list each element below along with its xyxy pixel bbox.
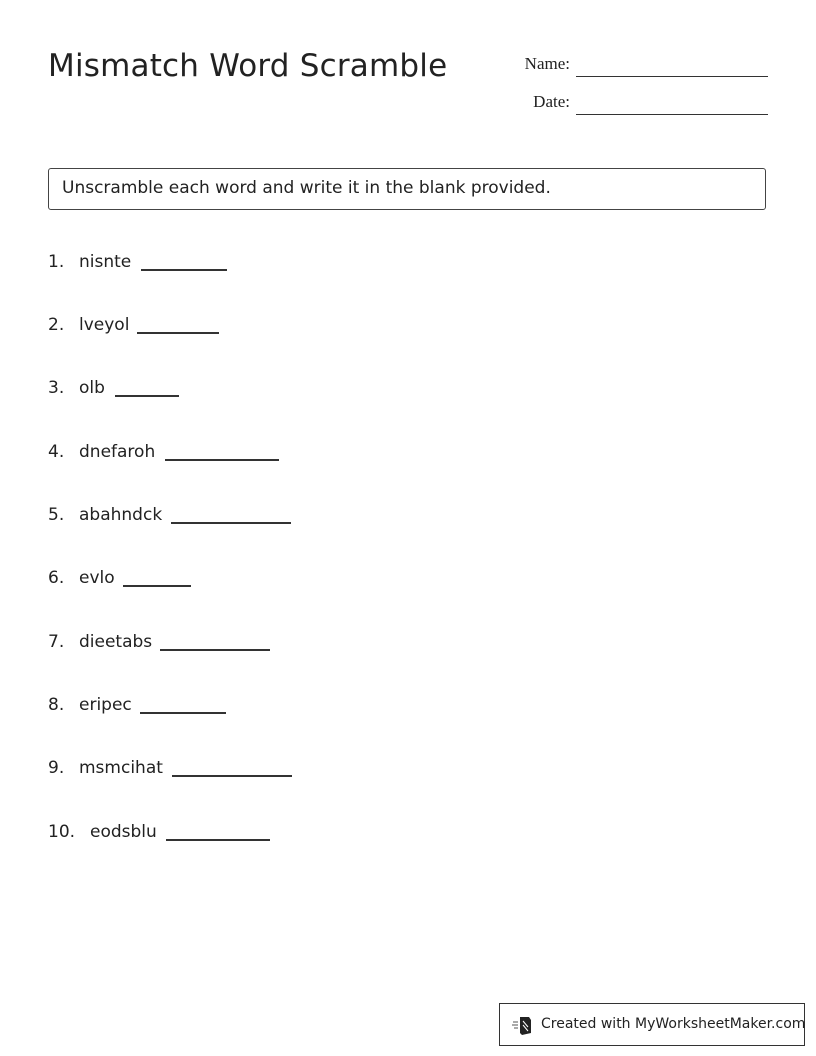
date-field[interactable] <box>576 114 768 115</box>
scrambled-word: abahndck <box>79 505 163 525</box>
scrambled-word: dieetabs <box>79 632 153 652</box>
list-item <box>48 505 291 529</box>
scrambled-word: olb <box>79 378 105 398</box>
scrambled-word: eripec <box>79 695 132 715</box>
item-number: 1. <box>48 252 65 272</box>
answer-blank[interactable] <box>160 647 270 651</box>
footer-credit[interactable] <box>499 1003 805 1046</box>
list-item <box>48 695 226 719</box>
item-number: 9. <box>48 758 65 778</box>
item-number: 2. <box>48 315 65 335</box>
instructions-text: Unscramble each word and write it in the blank provided. <box>62 178 551 198</box>
item-number: 8. <box>48 695 65 715</box>
answer-blank[interactable] <box>141 267 227 271</box>
list-item <box>48 442 279 466</box>
scrambled-word: evlo <box>79 568 115 588</box>
date-label: Date: <box>533 92 570 111</box>
item-number: 5. <box>48 505 65 525</box>
instructions-box <box>48 168 766 210</box>
scrambled-word: msmcihat <box>79 758 163 778</box>
answer-blank[interactable] <box>166 837 270 841</box>
scrambled-word: nisnte <box>79 252 132 272</box>
name-label: Name: <box>524 54 570 73</box>
list-item <box>48 378 179 402</box>
list-item <box>48 822 270 846</box>
list-item <box>48 632 270 656</box>
footer-text: Created with MyWorksheetMaker.com <box>541 1016 806 1032</box>
answer-blank[interactable] <box>165 457 279 461</box>
list-item <box>48 252 227 276</box>
item-number: 10. <box>48 822 76 842</box>
list-item <box>48 568 191 592</box>
answer-blank[interactable] <box>137 330 219 334</box>
answer-blank[interactable] <box>172 773 292 777</box>
answer-blank[interactable] <box>123 583 191 587</box>
worksheet-maker-logo-icon <box>512 1014 534 1036</box>
scrambled-word: eodsblu <box>90 822 157 842</box>
page-title: Mismatch Word Scramble <box>48 48 448 84</box>
answer-blank[interactable] <box>115 393 179 397</box>
list-item <box>48 315 219 339</box>
scrambled-word: dnefaroh <box>79 442 156 462</box>
date-label-container <box>480 92 570 112</box>
name-field[interactable] <box>576 76 768 77</box>
item-number: 7. <box>48 632 65 652</box>
name-label-container <box>480 54 570 74</box>
item-number: 6. <box>48 568 65 588</box>
list-item <box>48 758 292 782</box>
item-number: 3. <box>48 378 65 398</box>
answer-blank[interactable] <box>140 710 226 714</box>
item-number: 4. <box>48 442 65 462</box>
scrambled-word: lveyol <box>79 315 130 335</box>
answer-blank[interactable] <box>171 520 291 524</box>
